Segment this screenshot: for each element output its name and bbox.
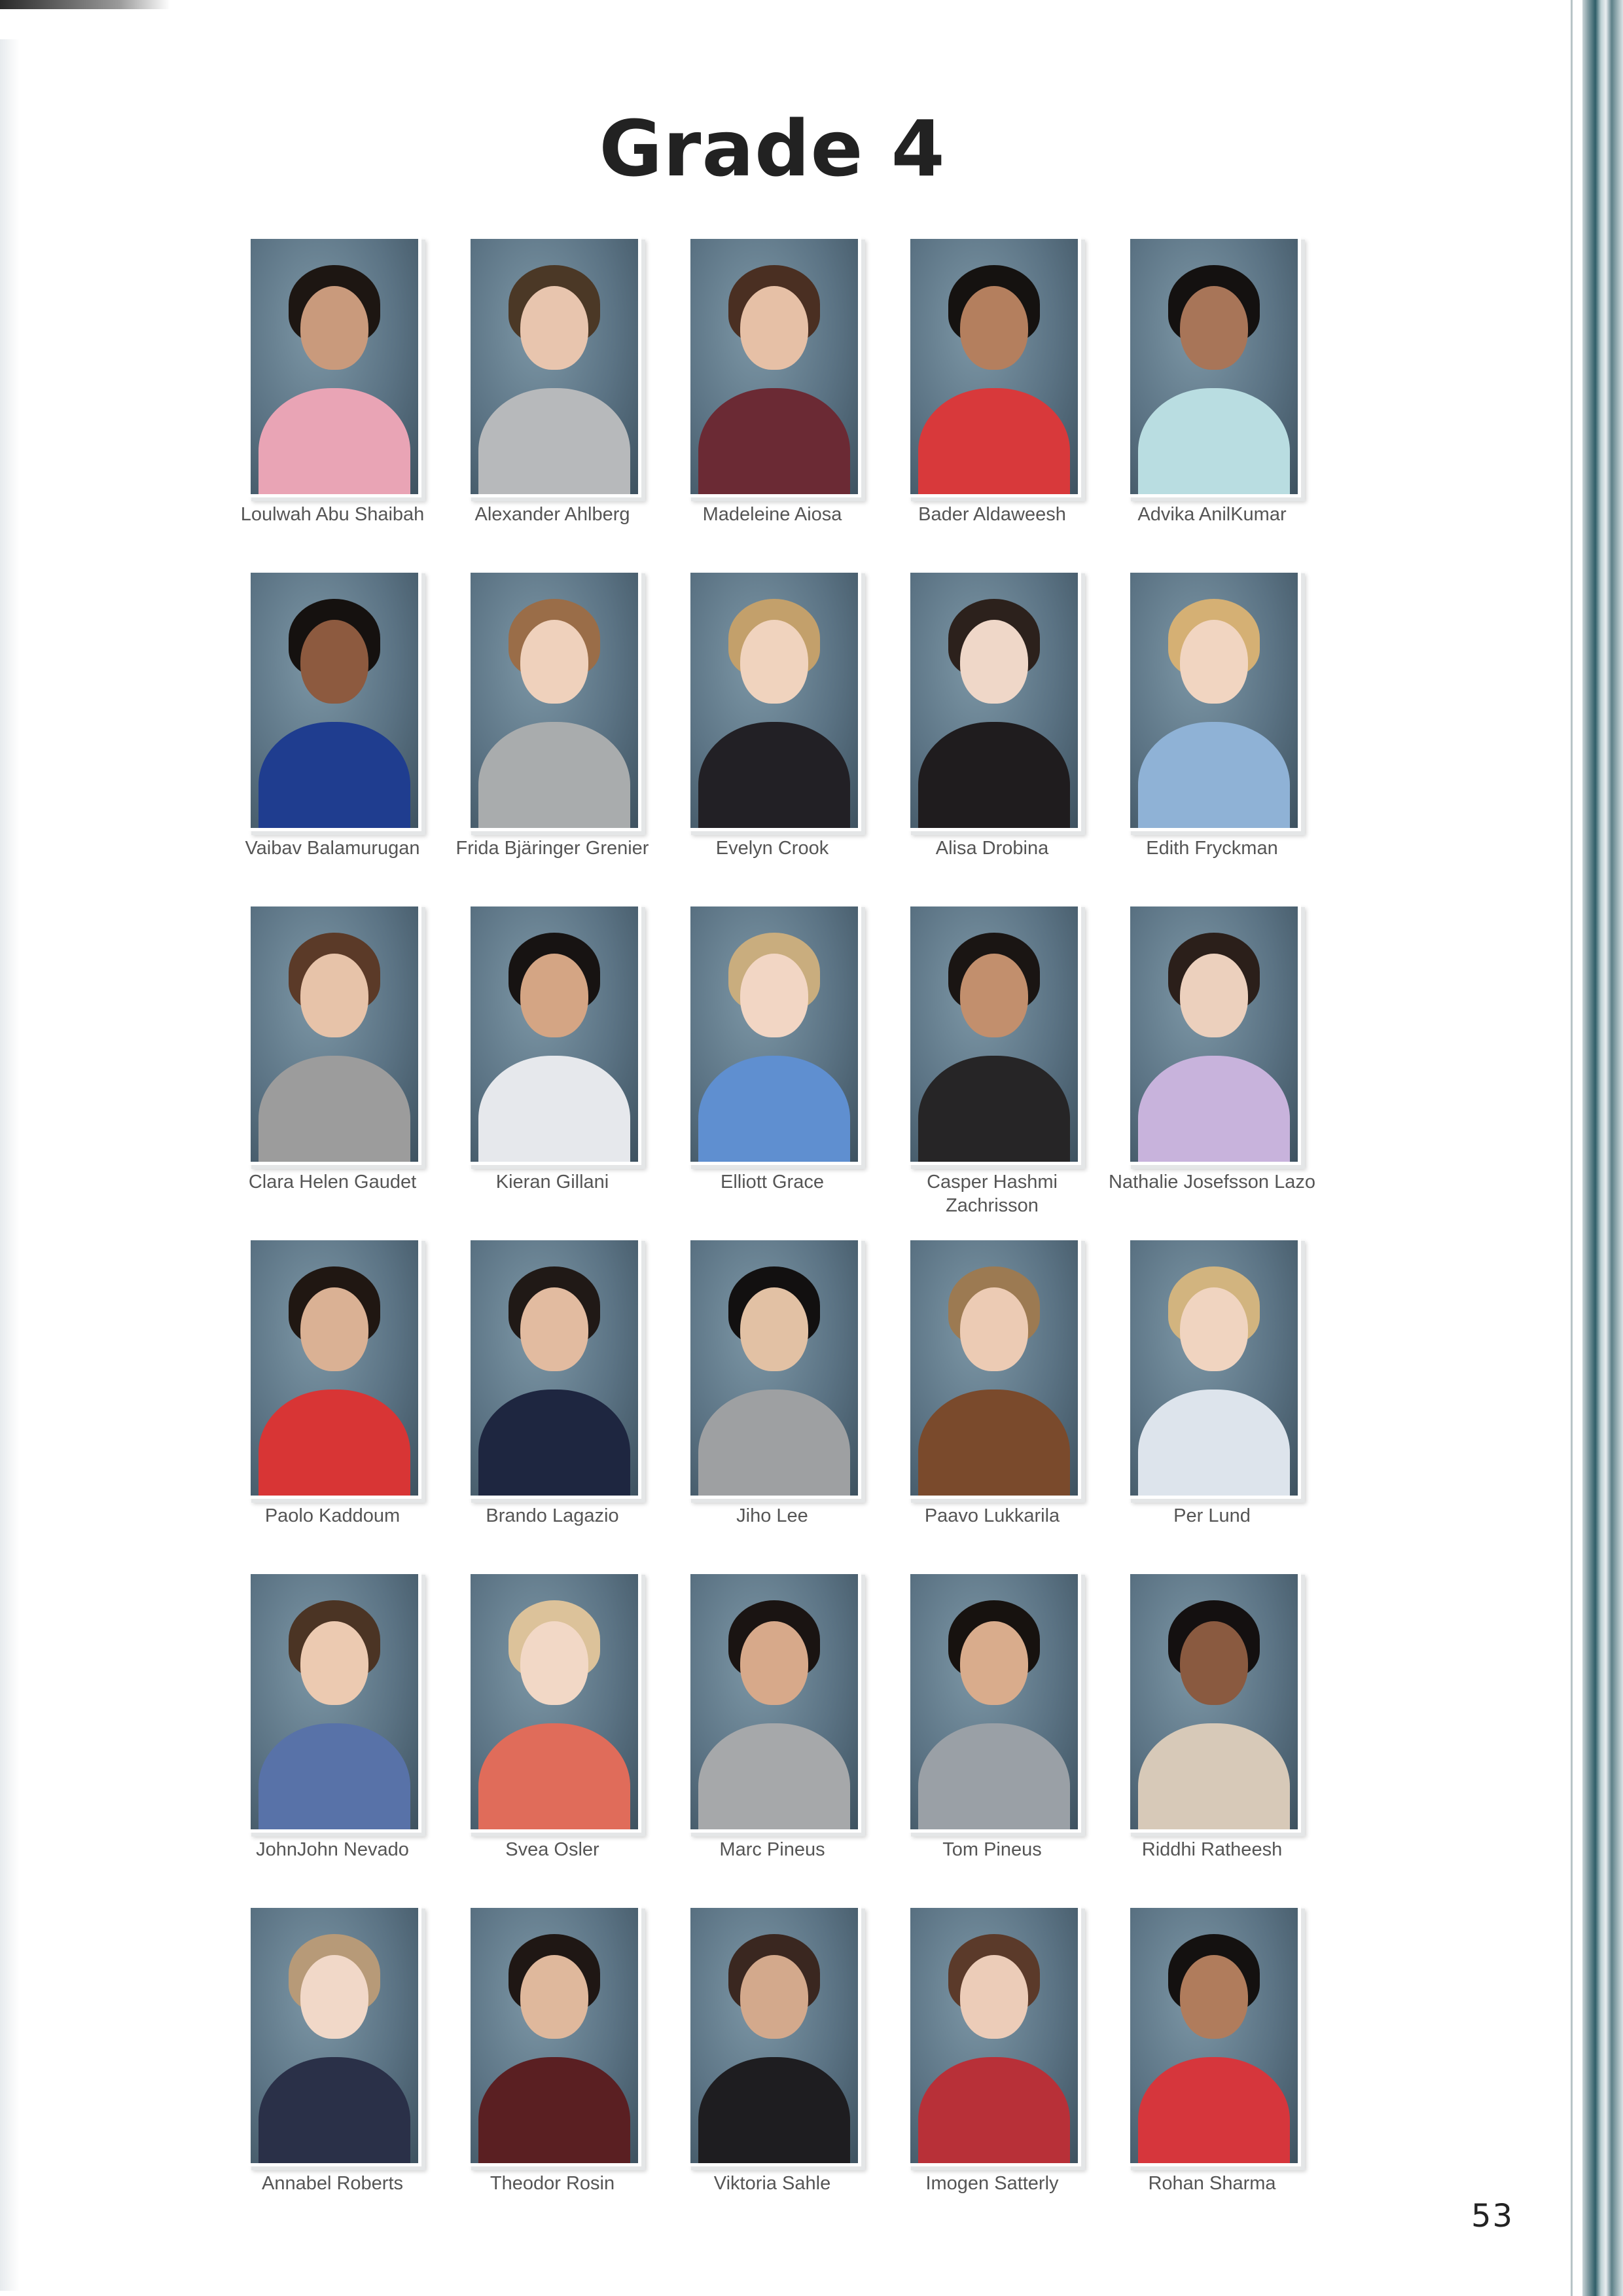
student-portrait-photo [467, 236, 641, 497]
student-name: Elliott Grace [721, 1172, 824, 1193]
portrait-torso [1138, 1056, 1290, 1165]
student-portrait-photo [1127, 903, 1301, 1165]
portrait-face [960, 1621, 1028, 1705]
student-card [455, 236, 675, 563]
student-name: Evelyn Crook [715, 838, 829, 859]
student-card [236, 1237, 455, 1564]
student-name: Per Lund [1173, 1505, 1251, 1526]
student-portrait-photo [687, 1237, 861, 1499]
page-number: 53 [1471, 2198, 1514, 2234]
portrait-torso [478, 2057, 630, 2166]
student-card [1115, 569, 1335, 897]
portrait-face [300, 1955, 368, 2039]
portrait-torso [698, 1390, 850, 1499]
portrait-torso [918, 722, 1070, 831]
student-portrait-grid [236, 236, 1335, 2225]
student-portrait-photo [1127, 1905, 1301, 2166]
portrait-face [1180, 1287, 1248, 1371]
portrait-torso [1138, 1390, 1290, 1499]
student-portrait-photo [467, 1237, 641, 1499]
portrait-torso [918, 2057, 1070, 2166]
student-name: Advika AnilKumar [1137, 504, 1287, 525]
student-card [1115, 236, 1335, 563]
portrait-face [1180, 620, 1248, 704]
portrait-face [740, 954, 808, 1037]
student-card [895, 569, 1115, 897]
student-card [1115, 1905, 1335, 2232]
student-card [675, 903, 895, 1230]
student-card [895, 236, 1115, 563]
student-card [236, 903, 455, 1230]
student-name: Alisa Drobina [935, 838, 1049, 859]
student-name: Annabel Roberts [261, 2173, 404, 2194]
student-portrait-photo [247, 1571, 421, 1833]
portrait-face [1180, 1621, 1248, 1705]
portrait-torso [698, 722, 850, 831]
student-name: Frida Bjäringer Grenier [455, 838, 649, 859]
student-card [1115, 1237, 1335, 1564]
student-name: Marc Pineus [719, 1839, 825, 1860]
student-name: Imogen Satterly [925, 2173, 1059, 2194]
student-name: Riddhi Ratheesh [1141, 1839, 1283, 1860]
student-card [1109, 903, 1335, 1230]
student-card [236, 1905, 455, 2232]
student-card [895, 1237, 1115, 1564]
student-portrait-photo [687, 236, 861, 497]
portrait-face [1180, 954, 1248, 1037]
portrait-face [960, 620, 1028, 704]
portrait-torso [918, 1056, 1070, 1165]
student-portrait-photo [1127, 569, 1301, 831]
portrait-face [1180, 1955, 1248, 2039]
binding-line [1571, 0, 1573, 2296]
student-name: Casper Hashmi Zachrisson [927, 1172, 1058, 1216]
student-portrait-photo [687, 569, 861, 831]
student-card [895, 903, 1115, 1230]
portrait-face [960, 286, 1028, 370]
portrait-torso [478, 1056, 630, 1165]
student-portrait-photo [467, 1571, 641, 1833]
student-name: Viktoria Sahle [713, 2173, 831, 2194]
portrait-torso [698, 1723, 850, 1833]
portrait-torso [698, 388, 850, 497]
student-card [455, 1237, 675, 1564]
student-name: JohnJohn Nevado [256, 1839, 409, 1860]
page-title: Grade 4 [599, 103, 946, 194]
student-card [236, 236, 455, 563]
student-portrait-photo [907, 903, 1081, 1165]
student-name: Jiho Lee [736, 1505, 808, 1526]
student-name: Svea Osler [505, 1839, 599, 1860]
portrait-face [960, 1955, 1028, 2039]
portrait-face [520, 620, 588, 704]
student-name: Theodor Rosin [490, 2173, 615, 2194]
student-card [455, 569, 675, 897]
portrait-torso [259, 1723, 410, 1833]
student-card [675, 1905, 895, 2232]
portrait-face [300, 1621, 368, 1705]
student-card [455, 903, 675, 1230]
portrait-torso [918, 388, 1070, 497]
student-portrait-photo [247, 236, 421, 497]
student-name: Loulwah Abu Shaibah [240, 504, 425, 525]
portrait-torso [478, 1723, 630, 1833]
portrait-face [300, 1287, 368, 1371]
student-portrait-photo [467, 1905, 641, 2166]
student-portrait-photo [687, 903, 861, 1165]
portrait-torso [259, 2057, 410, 2166]
book-spine [1582, 0, 1623, 2296]
portrait-torso [1138, 722, 1290, 831]
student-portrait-photo [907, 1237, 1081, 1499]
student-name: Nathalie Josefsson Lazo [1109, 1172, 1315, 1193]
student-portrait-photo [1127, 1571, 1301, 1833]
portrait-face [740, 1287, 808, 1371]
student-card [895, 1905, 1115, 2232]
portrait-torso [259, 1056, 410, 1165]
portrait-face [1180, 286, 1248, 370]
student-card [675, 1237, 895, 1564]
student-card [675, 236, 895, 563]
portrait-face [960, 1287, 1028, 1371]
portrait-torso [478, 722, 630, 831]
student-name: Edith Fryckman [1146, 838, 1278, 859]
student-name: Madeleine Aiosa [702, 504, 842, 525]
portrait-torso [698, 2057, 850, 2166]
student-portrait-photo [247, 903, 421, 1165]
student-portrait-photo [247, 1237, 421, 1499]
student-card [895, 1571, 1115, 1898]
portrait-face [520, 1621, 588, 1705]
portrait-torso [259, 388, 410, 497]
student-portrait-photo [907, 569, 1081, 831]
portrait-face [740, 1621, 808, 1705]
portrait-torso [698, 1056, 850, 1165]
student-portrait-photo [467, 903, 641, 1165]
student-name: Paolo Kaddoum [264, 1505, 401, 1526]
student-portrait-photo [907, 1571, 1081, 1833]
student-name: Vaibav Balamurugan [245, 838, 420, 859]
student-name: Tom Pineus [942, 1839, 1042, 1860]
page-edge-left [0, 39, 20, 2291]
portrait-torso [478, 388, 630, 497]
portrait-torso [478, 1390, 630, 1499]
portrait-torso [918, 1390, 1070, 1499]
student-card [675, 1571, 895, 1898]
portrait-face [740, 620, 808, 704]
portrait-face [300, 286, 368, 370]
portrait-torso [259, 722, 410, 831]
portrait-torso [918, 1723, 1070, 1833]
student-card [455, 1905, 675, 2232]
student-portrait-photo [687, 1905, 861, 2166]
portrait-face [740, 286, 808, 370]
student-portrait-photo [687, 1571, 861, 1833]
student-card [675, 569, 895, 897]
student-portrait-photo [907, 1905, 1081, 2166]
student-name: Clara Helen Gaudet [248, 1172, 417, 1193]
portrait-face [740, 1955, 808, 2039]
student-name: Paavo Lukkarila [924, 1505, 1060, 1526]
student-portrait-photo [1127, 236, 1301, 497]
portrait-face [300, 620, 368, 704]
portrait-torso [259, 1390, 410, 1499]
student-name: Bader Aldaweesh [918, 504, 1066, 525]
portrait-face [960, 954, 1028, 1037]
student-portrait-photo [1127, 1237, 1301, 1499]
portrait-face [520, 286, 588, 370]
student-name: Alexander Ahlberg [474, 504, 630, 525]
student-portrait-photo [247, 569, 421, 831]
student-card [236, 569, 455, 897]
page-edge-shadow [0, 0, 170, 9]
student-name: Rohan Sharma [1148, 2173, 1276, 2194]
portrait-face [520, 954, 588, 1037]
portrait-face [520, 1955, 588, 2039]
student-card [1115, 1571, 1335, 1898]
student-card [455, 1571, 675, 1898]
student-portrait-photo [907, 236, 1081, 497]
portrait-torso [1138, 2057, 1290, 2166]
student-name: Kieran Gillani [495, 1172, 609, 1193]
student-name: Brando Lagazio [486, 1505, 619, 1526]
student-portrait-photo [247, 1905, 421, 2166]
portrait-face [520, 1287, 588, 1371]
portrait-torso [1138, 1723, 1290, 1833]
student-card [236, 1571, 455, 1898]
student-portrait-photo [467, 569, 641, 831]
portrait-face [300, 954, 368, 1037]
portrait-torso [1138, 388, 1290, 497]
